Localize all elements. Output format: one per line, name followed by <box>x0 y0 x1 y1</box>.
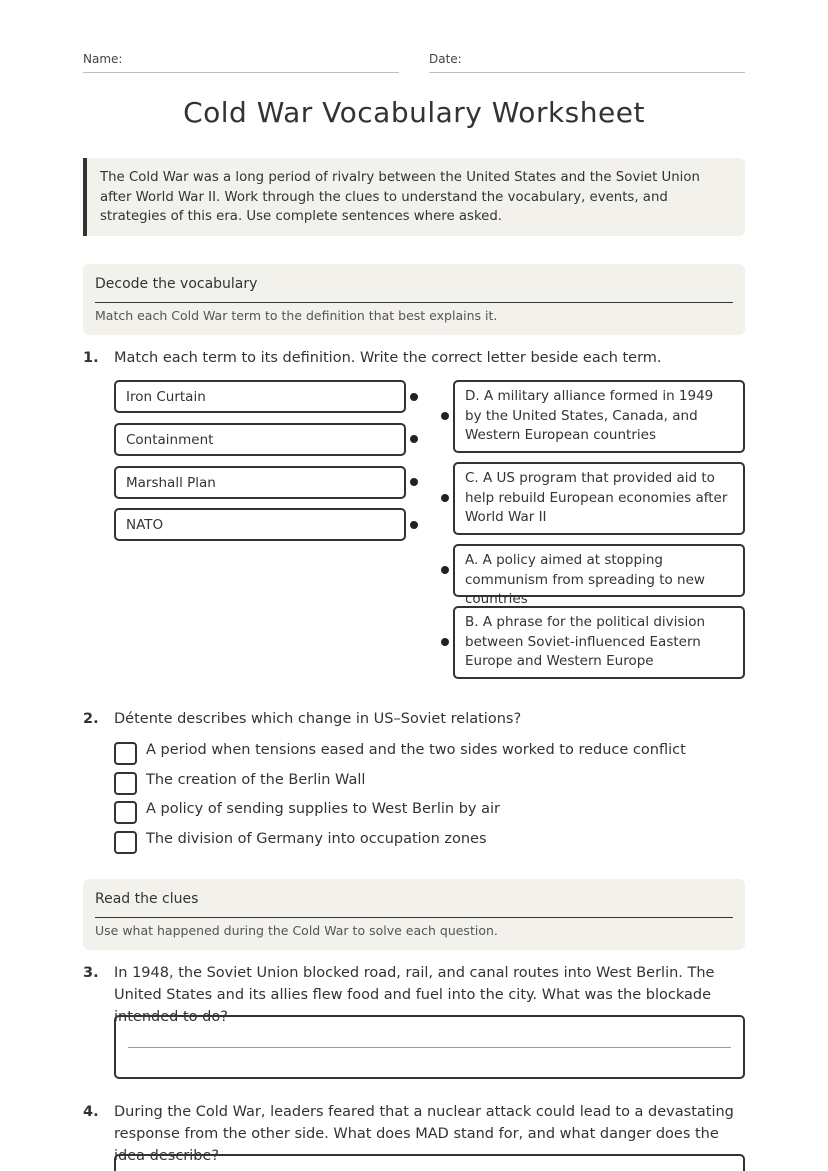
name-field[interactable] <box>83 52 399 73</box>
definition-connector-dot[interactable] <box>441 412 449 420</box>
option-text: The division of Germany into occupation zones <box>146 831 487 847</box>
date-label: Date: <box>429 52 462 66</box>
definition-connector-dot[interactable] <box>441 638 449 646</box>
question-text: During the Cold War, leaders feared that a nuclear attack could lead to a devastating response from the other side. What does MAD stand for, and what danger does the idea describe? <box>114 1104 734 1164</box>
question-number: 4. <box>83 1104 99 1120</box>
term-connector-dot[interactable] <box>410 521 418 529</box>
term-box[interactable]: Marshall Plan <box>114 466 406 499</box>
name-label: Name: <box>83 52 123 66</box>
term-box[interactable]: Iron Curtain <box>114 380 406 413</box>
worksheet-title: Cold War Vocabulary Worksheet <box>183 96 645 129</box>
option-text: A policy of sending supplies to West Berlin by air <box>146 801 500 817</box>
section-decode-vocabulary <box>83 264 745 335</box>
question-text: In 1948, the Soviet Union blocked road, rail, and canal routes into West Berlin. The United States and its allies flew food and fuel into the city. What was the blockade intended to do? <box>114 965 715 1025</box>
section-subtitle: Match each Cold War term to the definition that best explains it. <box>95 308 498 323</box>
answer-box[interactable] <box>114 1015 745 1079</box>
date-field[interactable] <box>429 52 745 73</box>
term-box[interactable]: Containment <box>114 423 406 456</box>
question-number: 1. <box>83 350 99 366</box>
definition-connector-dot[interactable] <box>441 494 449 502</box>
question-number: 3. <box>83 965 99 981</box>
checkbox[interactable] <box>114 831 137 854</box>
option-text: A period when tensions eased and the two sides worked to reduce conflict <box>146 742 686 758</box>
term-connector-dot[interactable] <box>410 393 418 401</box>
answer-line <box>128 1047 731 1048</box>
section-read-clues <box>83 879 745 950</box>
section-title: Read the clues <box>95 891 733 918</box>
definition-box[interactable]: D. A military alliance formed in 1949 by the United States, Canada, and Western European countries <box>453 380 745 453</box>
question-text: Match each term to its definition. Write the correct letter beside each term. <box>114 350 662 366</box>
checkbox[interactable] <box>114 801 137 824</box>
answer-box[interactable] <box>114 1154 745 1171</box>
checkbox[interactable] <box>114 772 137 795</box>
section-subtitle: Use what happened during the Cold War to solve each question. <box>95 923 498 938</box>
section-title: Decode the vocabulary <box>95 276 733 303</box>
option-text: The creation of the Berlin Wall <box>146 772 366 788</box>
checkbox[interactable] <box>114 742 137 765</box>
definition-connector-dot[interactable] <box>441 566 449 574</box>
term-connector-dot[interactable] <box>410 478 418 486</box>
definition-box[interactable]: C. A US program that provided aid to help rebuild European economies after World War II <box>453 462 745 535</box>
question-text: Détente describes which change in US–Soviet relations? <box>114 711 522 727</box>
question-number: 2. <box>83 711 99 727</box>
term-box[interactable]: NATO <box>114 508 406 541</box>
intro-box: The Cold War was a long period of rivalry between the United States and the Soviet Union after World War II. Work through the clues to understand the vocabulary, events, and strategies of this era. Use complete sentences where asked. <box>83 158 745 236</box>
definition-box[interactable]: B. A phrase for the political division between Soviet-influenced Eastern Europe and Western Europe <box>453 606 745 679</box>
definition-box[interactable]: A. A policy aimed at stopping communism from spreading to new countries <box>453 544 745 597</box>
name-date-row <box>83 52 745 74</box>
term-connector-dot[interactable] <box>410 435 418 443</box>
